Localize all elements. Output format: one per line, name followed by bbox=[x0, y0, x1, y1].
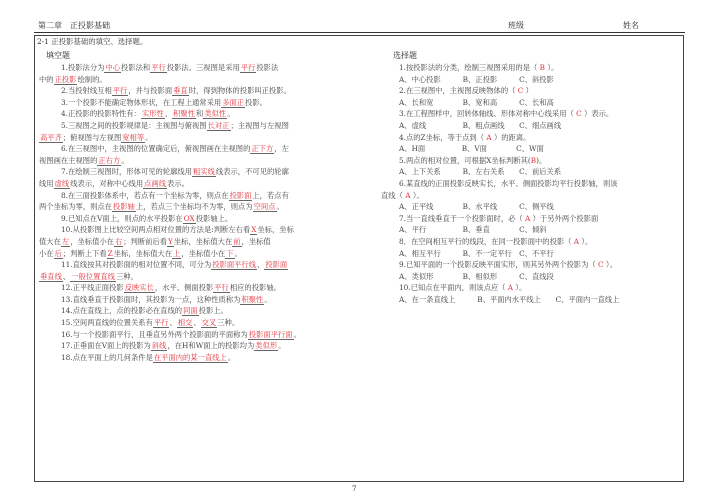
choice-line bbox=[381, 213, 677, 225]
question-text: 2.在三视图中，主视图反映物体的（ bbox=[399, 86, 516, 96]
answer-blank: 投影轴 bbox=[112, 202, 135, 212]
question-text: 9.已知点在V面上，则点的水平投影在 bbox=[61, 213, 183, 223]
answer-blank: 斜线 bbox=[151, 341, 167, 351]
choice-line bbox=[381, 62, 677, 74]
fill-in-line bbox=[39, 62, 352, 74]
name-label: 姓名 bbox=[623, 21, 639, 30]
question-text: 、 bbox=[164, 109, 173, 119]
question-text: 17.正垂面在V面上的投影为 bbox=[61, 341, 151, 351]
question-text: 时，得到物体的投影叫正投影。 bbox=[188, 86, 291, 96]
choice-answer: B bbox=[537, 63, 548, 72]
question-text: 12.正平线正面投影 bbox=[61, 283, 124, 293]
fill-in-line bbox=[39, 178, 352, 190]
chapter-title: 第二章 正投影基础 bbox=[38, 21, 110, 30]
fill-in-line bbox=[39, 317, 352, 329]
question-text: 。 bbox=[234, 248, 242, 258]
question-text: 8．在空间相互平行的线段，在同一投影面中的投影（ bbox=[399, 236, 572, 246]
answer-blank: 后 bbox=[54, 248, 62, 258]
fill-in-line bbox=[39, 85, 352, 97]
answer-blank: 相交 bbox=[177, 318, 193, 328]
header-rule bbox=[34, 32, 685, 33]
question-text: ，左 bbox=[274, 144, 289, 154]
choice-line bbox=[381, 85, 677, 97]
answer-blank: 长对正 bbox=[207, 120, 230, 130]
question-text: 投影法 bbox=[256, 63, 279, 72]
fill-in-line bbox=[39, 132, 352, 144]
question-text: 上，若点三个坐标均不为零，则点为 bbox=[135, 202, 253, 212]
question-text: 和 bbox=[196, 109, 204, 119]
answer-blank: 平行 bbox=[151, 63, 166, 72]
question-text: 2.当投射线互相 bbox=[61, 86, 112, 96]
question-text: 。 bbox=[264, 294, 272, 304]
fill-in-line bbox=[39, 352, 352, 364]
question-text: A、正平线 B、水平线 C、侧平线 bbox=[399, 202, 554, 212]
question-text: 7.在绘制三视图时，形体可见的轮廓线用 bbox=[61, 167, 193, 177]
question-text: 坐标，坐标值大在 bbox=[113, 248, 173, 258]
fill-in-line bbox=[39, 74, 352, 86]
question-text: ，坐标值小在 bbox=[70, 236, 114, 246]
choice-line bbox=[381, 120, 677, 132]
answer-blank: X bbox=[251, 225, 257, 235]
question-text: ）。 bbox=[581, 236, 593, 246]
answer-blank: 垂直 bbox=[173, 86, 188, 96]
question-text: 线表示，不可见的轮廓 bbox=[215, 167, 289, 177]
answer-blank: 投影面平行面 bbox=[248, 329, 293, 339]
answer-blank: 投影面 bbox=[265, 260, 288, 270]
choice-answer: A bbox=[522, 213, 533, 223]
fill-in-line bbox=[39, 271, 352, 283]
question-text: 值大在 bbox=[39, 236, 61, 246]
question-text: A、H面 B、V面 C、W面 bbox=[399, 144, 544, 154]
choice-heading: 选择题 bbox=[393, 51, 417, 60]
choice-line bbox=[381, 108, 677, 120]
answer-blank: 正下方 bbox=[251, 144, 274, 154]
question-text: ）。 bbox=[547, 63, 559, 72]
answer-blank: 交叉 bbox=[201, 318, 217, 328]
question-text: 、 bbox=[257, 260, 265, 270]
answer-blank: 投影面 bbox=[229, 190, 252, 200]
question-text: 投影法和 bbox=[121, 63, 151, 72]
choice-line bbox=[381, 143, 677, 155]
question-text: 小在 bbox=[39, 248, 54, 258]
choice-answer: C bbox=[515, 86, 526, 96]
fill-in-line bbox=[39, 340, 352, 352]
answer-blank: 正右方 bbox=[98, 155, 121, 165]
question-text: 10.从投影图上比较空间两点相对位置的方法是:判断左右看 bbox=[61, 225, 251, 235]
question-text: 视图画在主视图的 bbox=[39, 155, 98, 165]
question-text: A、在一条直线上 B、平面内水平线上 C、平面内一直线上 bbox=[399, 294, 620, 304]
answer-blank: 左 bbox=[61, 236, 70, 246]
answer-blank: OX bbox=[183, 213, 195, 223]
answer-blank: 正投影 bbox=[54, 74, 77, 84]
choice-answer: C bbox=[595, 260, 606, 270]
fill-in-line bbox=[39, 305, 352, 317]
choice-line bbox=[381, 74, 677, 86]
question-text: 5.三视图之间的投影规律是：主视图与俯视图 bbox=[61, 120, 207, 130]
question-text: 14.点在直线上，点的投影必在直线的 bbox=[61, 306, 183, 316]
question-text: 三种。 bbox=[217, 318, 240, 328]
answer-blank: 高平齐 bbox=[40, 132, 62, 142]
question-text: ；判断上下看 bbox=[62, 248, 107, 258]
fill-in-line bbox=[39, 97, 352, 109]
choice-line bbox=[381, 294, 677, 306]
exercise-caption: 2-1 正投影基础的填空、选择题。 bbox=[37, 37, 148, 46]
question-text: ；主视图与左视图 bbox=[230, 120, 289, 130]
question-text: 4.点的Z坐标，等于点到（ bbox=[399, 132, 485, 142]
answer-blank: 平行 bbox=[240, 63, 256, 72]
question-text: A、相互平行 B、不一定平行 C、不平行 bbox=[399, 248, 554, 258]
question-text: 投影。 bbox=[245, 97, 267, 107]
choice-line bbox=[381, 282, 677, 294]
choice-answer: A bbox=[402, 190, 413, 200]
question-text: 。 bbox=[145, 132, 153, 142]
fill-in-line bbox=[39, 329, 352, 341]
choice-line bbox=[381, 236, 677, 248]
answer-blank: 右 bbox=[114, 236, 123, 246]
question-text: 坐标，坐标值大在 bbox=[173, 236, 233, 246]
question-text: 。 bbox=[276, 202, 284, 212]
question-text: 。 bbox=[293, 329, 301, 339]
fill-in-line bbox=[39, 108, 352, 120]
fill-in-line bbox=[39, 155, 352, 167]
question-text: ，坐标值小在 bbox=[181, 248, 226, 258]
fill-in-heading: 填空题 bbox=[46, 51, 70, 60]
question-text: 10.已知点在平面内，则该点应（ bbox=[399, 283, 506, 293]
question-text: A、中心投影 B、正投影 C、斜投影 bbox=[399, 74, 554, 84]
question-text: ）的距离。 bbox=[493, 132, 531, 142]
answer-blank: 宽相等 bbox=[122, 132, 145, 142]
choice-answer: C bbox=[573, 109, 585, 119]
question-text: A、平行 B、垂直 C、倾斜 bbox=[399, 225, 547, 235]
question-text: 13.直线垂直于投影面时，其投影为一点，这种性质称为 bbox=[61, 294, 241, 304]
choice-answer: B bbox=[530, 155, 537, 165]
question-text: ）于另外两个投影面 bbox=[532, 213, 599, 223]
question-text: 上，若点有 bbox=[252, 190, 289, 200]
answer-blank: 积聚性 bbox=[173, 109, 196, 119]
answer-blank: 虚线 bbox=[54, 178, 70, 188]
choice-line bbox=[381, 201, 677, 213]
question-text: ；判断前后看 bbox=[123, 236, 168, 246]
choice-section bbox=[381, 62, 677, 305]
question-text: ）。 bbox=[605, 260, 617, 270]
question-text: 5.两点的相对位置，可根据X坐标判断其( bbox=[399, 155, 531, 165]
answer-blank: 投影面平行线 bbox=[212, 260, 257, 270]
question-text: 投影法。三视图是采用 bbox=[166, 63, 240, 72]
choice-line bbox=[381, 97, 677, 109]
question-text: ） bbox=[525, 86, 533, 96]
answer-blank: 垂直线 bbox=[40, 271, 62, 281]
answer-blank: 多面正 bbox=[222, 97, 245, 107]
choice-line bbox=[381, 224, 677, 236]
answer-blank: 平行 bbox=[153, 318, 169, 328]
answer-blank: 上 bbox=[173, 248, 181, 258]
answer-blank: 平行 bbox=[112, 86, 128, 96]
question-text: )。 bbox=[536, 155, 547, 165]
question-text: ）。 bbox=[412, 190, 424, 200]
choice-line bbox=[381, 248, 677, 260]
answer-blank: 反映实长 bbox=[124, 283, 154, 293]
answer-blank: 一般位置直线 bbox=[71, 271, 115, 281]
question-text: 。 bbox=[227, 352, 236, 362]
answer-blank: 在平面内的某一直线上 bbox=[153, 352, 227, 362]
question-text: ，水平、侧面投影 bbox=[154, 283, 214, 293]
page-number: 7 bbox=[352, 485, 357, 493]
question-text: A、长和宽 B、宽和高 C、长和高 bbox=[399, 97, 554, 107]
answer-blank: 粗实线 bbox=[193, 167, 215, 177]
question-text: 1.按投影法的分类，绘制三视图采用的是（ bbox=[399, 63, 538, 72]
answer-blank: 实形性 bbox=[141, 109, 164, 119]
question-text: A、上下关系 B、左右关系 C、前后关系 bbox=[399, 167, 562, 177]
question-text: ；俯视图与左视图 bbox=[62, 132, 122, 142]
fill-in-line bbox=[39, 294, 352, 306]
question-text: 、 bbox=[62, 271, 71, 281]
question-text: 1.投影法分为 bbox=[61, 63, 105, 72]
question-text: 三种。 bbox=[115, 271, 138, 281]
question-text: 3.在工程图样中，回转体轴线、形体对称中心线采用（ bbox=[399, 109, 574, 119]
choice-line bbox=[381, 155, 677, 167]
question-text: 两个坐标为零，则点在 bbox=[39, 202, 112, 212]
choice-line bbox=[381, 132, 677, 144]
question-text: 6.在三视图中，主视图的位置确定后，俯视图画在主视图的 bbox=[61, 144, 251, 154]
question-text: 8.在三面投影体系中，若点有一个坐标为零，则点在 bbox=[61, 190, 229, 200]
answer-blank: Z bbox=[107, 248, 113, 258]
question-text: 表示。 bbox=[167, 178, 189, 188]
answer-blank: Y bbox=[168, 236, 173, 246]
question-text: A、虚线 B、粗点画线 C、细点画线 bbox=[399, 120, 562, 130]
question-text: ）。 bbox=[515, 283, 527, 293]
question-text: 11.直线按其对投影面的相对位置不同，可分为 bbox=[61, 260, 212, 270]
question-text: ，坐标值 bbox=[241, 236, 271, 246]
question-text: ）表示。 bbox=[584, 109, 614, 119]
fill-in-line bbox=[39, 201, 352, 213]
question-text: 中的 bbox=[39, 74, 54, 84]
answer-blank: 下 bbox=[226, 248, 234, 258]
question-text: 3.一个投影不能确定物体形状，在工程上通常采用 bbox=[61, 97, 222, 107]
fill-in-line bbox=[39, 224, 352, 236]
answer-blank: 类似性 bbox=[204, 109, 227, 119]
question-text: ，在H和W面上的投影均为 bbox=[167, 341, 255, 351]
fill-in-line bbox=[39, 213, 352, 225]
choice-line bbox=[381, 166, 677, 178]
answer-blank: 中心 bbox=[105, 63, 121, 72]
fill-in-line bbox=[39, 259, 352, 271]
choice-answer: A bbox=[484, 132, 494, 142]
choice-answer: A bbox=[505, 283, 516, 293]
choice-line bbox=[381, 259, 677, 271]
fill-in-line bbox=[39, 248, 352, 260]
answer-blank: 平行 bbox=[214, 283, 229, 293]
answer-blank: 空间点 bbox=[253, 202, 276, 212]
question-text: 7.当一直线垂直于一个投影面时，必（ bbox=[399, 213, 523, 223]
question-text: 。 bbox=[227, 109, 235, 119]
choice-line bbox=[381, 178, 677, 190]
question-text: 、 bbox=[193, 318, 201, 328]
question-text: 15.空间两直线的位置关系有 bbox=[61, 318, 153, 328]
question-text: A、类似形 B、相似形 C、直线段 bbox=[399, 271, 554, 281]
fill-in-line bbox=[39, 166, 352, 178]
question-text: 。 bbox=[121, 155, 129, 165]
class-label: 班级 bbox=[508, 21, 524, 30]
question-text: 直线（ bbox=[381, 190, 403, 200]
answer-blank: 同面 bbox=[183, 306, 198, 316]
question-text: 投影上。 bbox=[198, 306, 228, 316]
question-text: 绘制的。 bbox=[77, 74, 107, 84]
question-text: 线表示，对称中心线用 bbox=[70, 178, 144, 188]
question-text: 4.正投影的投影特性有： bbox=[61, 109, 141, 119]
question-text: 9.已知平面的一个投影反映平面实形，则其另外两个投影为（ bbox=[399, 260, 596, 270]
fill-in-line bbox=[39, 120, 352, 132]
question-text: ，并与投影面 bbox=[128, 86, 173, 96]
fill-in-section bbox=[39, 62, 352, 363]
fill-in-line bbox=[39, 190, 352, 202]
question-text: 线用 bbox=[39, 178, 54, 188]
question-text: 投影轴上。 bbox=[195, 213, 233, 223]
question-text: 坐标，坐标 bbox=[257, 225, 294, 235]
fill-in-line bbox=[39, 143, 352, 155]
question-text: 6.某直线的正面投影反映实长，水平、侧面投影均平行投影轴，则该 bbox=[399, 178, 618, 188]
answer-blank: 类似形 bbox=[255, 341, 278, 351]
answer-blank: 点画线 bbox=[144, 178, 167, 188]
fill-in-line bbox=[39, 236, 352, 248]
choice-line bbox=[381, 190, 677, 202]
question-text: 18.点在平面上的几何条件是 bbox=[61, 352, 153, 362]
answer-blank: 积聚性 bbox=[241, 294, 264, 304]
question-text: 、 bbox=[169, 318, 177, 328]
question-text: 。 bbox=[278, 341, 286, 351]
choice-line bbox=[381, 271, 677, 283]
fill-in-line bbox=[39, 282, 352, 294]
answer-blank: 前 bbox=[233, 236, 241, 246]
choice-answer: A bbox=[571, 236, 582, 246]
question-text: 16.与一个投影面平行，且垂直另外两个投影面的平面称为 bbox=[61, 329, 248, 339]
question-text: 相应的投影轴。 bbox=[229, 283, 281, 293]
